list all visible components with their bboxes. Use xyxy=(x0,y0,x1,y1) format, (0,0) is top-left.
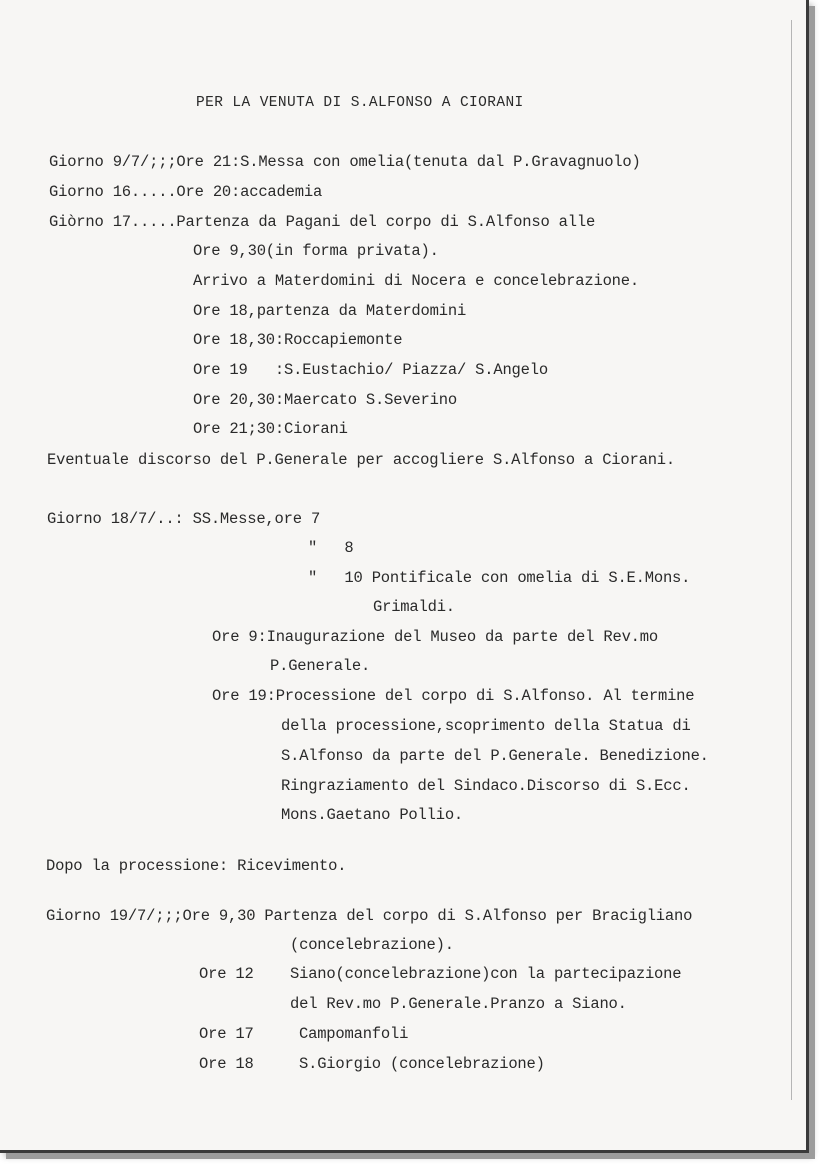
schedule-line: del Rev.mo P.Generale.Pranzo a Siano. xyxy=(290,995,627,1013)
schedule-line: Arrivo a Materdomini di Nocera e concelebrazione. xyxy=(193,272,639,290)
schedule-line: Ore 12 xyxy=(199,965,254,983)
schedule-line: Ringraziamento del Sindaco.Discorso di S.Ecc. xyxy=(281,777,691,795)
schedule-line: Ore 17 xyxy=(199,1025,254,1043)
schedule-line: Mons.Gaetano Pollio. xyxy=(281,806,464,824)
schedule-line: Giorno 18/7/..: SS.Messe,ore 7 xyxy=(47,510,321,528)
schedule-line: " 10 Pontificale con omelia di S.E.Mons. xyxy=(308,569,691,587)
schedule-line: Campomanfoli xyxy=(299,1025,409,1043)
schedule-line: Eventuale discorso del P.Generale per accogliere S.Alfonso a Ciorani. xyxy=(47,451,676,469)
document-title: PER LA VENUTA DI S.ALFONSO A CIORANI xyxy=(196,95,524,111)
schedule-line: Ore 18 xyxy=(199,1055,254,1073)
schedule-line: S.Alfonso da parte del P.Generale. Benedizione. xyxy=(281,747,709,765)
schedule-line: S.Giorgio (concelebrazione) xyxy=(299,1055,545,1073)
schedule-line: Ore 20,30:Maercato S.Severino xyxy=(193,391,457,409)
page-fold-line xyxy=(791,20,792,1100)
schedule-line: P.Generale. xyxy=(270,657,371,675)
schedule-line: Ore 9,30(in forma privata). xyxy=(193,242,439,260)
schedule-line: Ore 19:Processione del corpo di S.Alfonso. Al termine xyxy=(212,687,695,705)
schedule-line: " 8 xyxy=(308,539,354,557)
schedule-line: Ore 19 :S.Eustachio/ Piazza/ S.Angelo xyxy=(193,361,548,379)
schedule-line: Ore 18,partenza da Materdomini xyxy=(193,302,467,320)
schedule-line: della processione,scoprimento della Statua di xyxy=(281,717,691,735)
schedule-line: Giorno 9/7/;;;Ore 21:S.Messa con omelia(tenuta dal P.Gravagnuolo) xyxy=(49,153,641,171)
schedule-line: (concelebrazione). xyxy=(290,936,454,954)
schedule-line: Ore 18,30:Roccapiemonte xyxy=(193,331,403,349)
schedule-line: Giòrno 17.....Partenza da Pagani del corpo di S.Alfonso alle xyxy=(49,213,596,231)
schedule-line: Giorno 19/7/;;;Ore 9,30 Partenza del corpo di S.Alfonso per Bracigliano xyxy=(46,907,693,925)
schedule-line: Grimaldi. xyxy=(373,598,455,616)
schedule-line: Giorno 16.....Ore 20:accademia xyxy=(49,183,323,201)
schedule-line: Ore 21;30:Ciorani xyxy=(193,420,348,438)
schedule-line: Dopo la processione: Ricevimento. xyxy=(46,857,347,875)
schedule-line: Siano(concelebrazione)con la partecipazione xyxy=(290,965,682,983)
schedule-line: Ore 9:Inaugurazione del Museo da parte del Rev.mo xyxy=(212,628,658,646)
